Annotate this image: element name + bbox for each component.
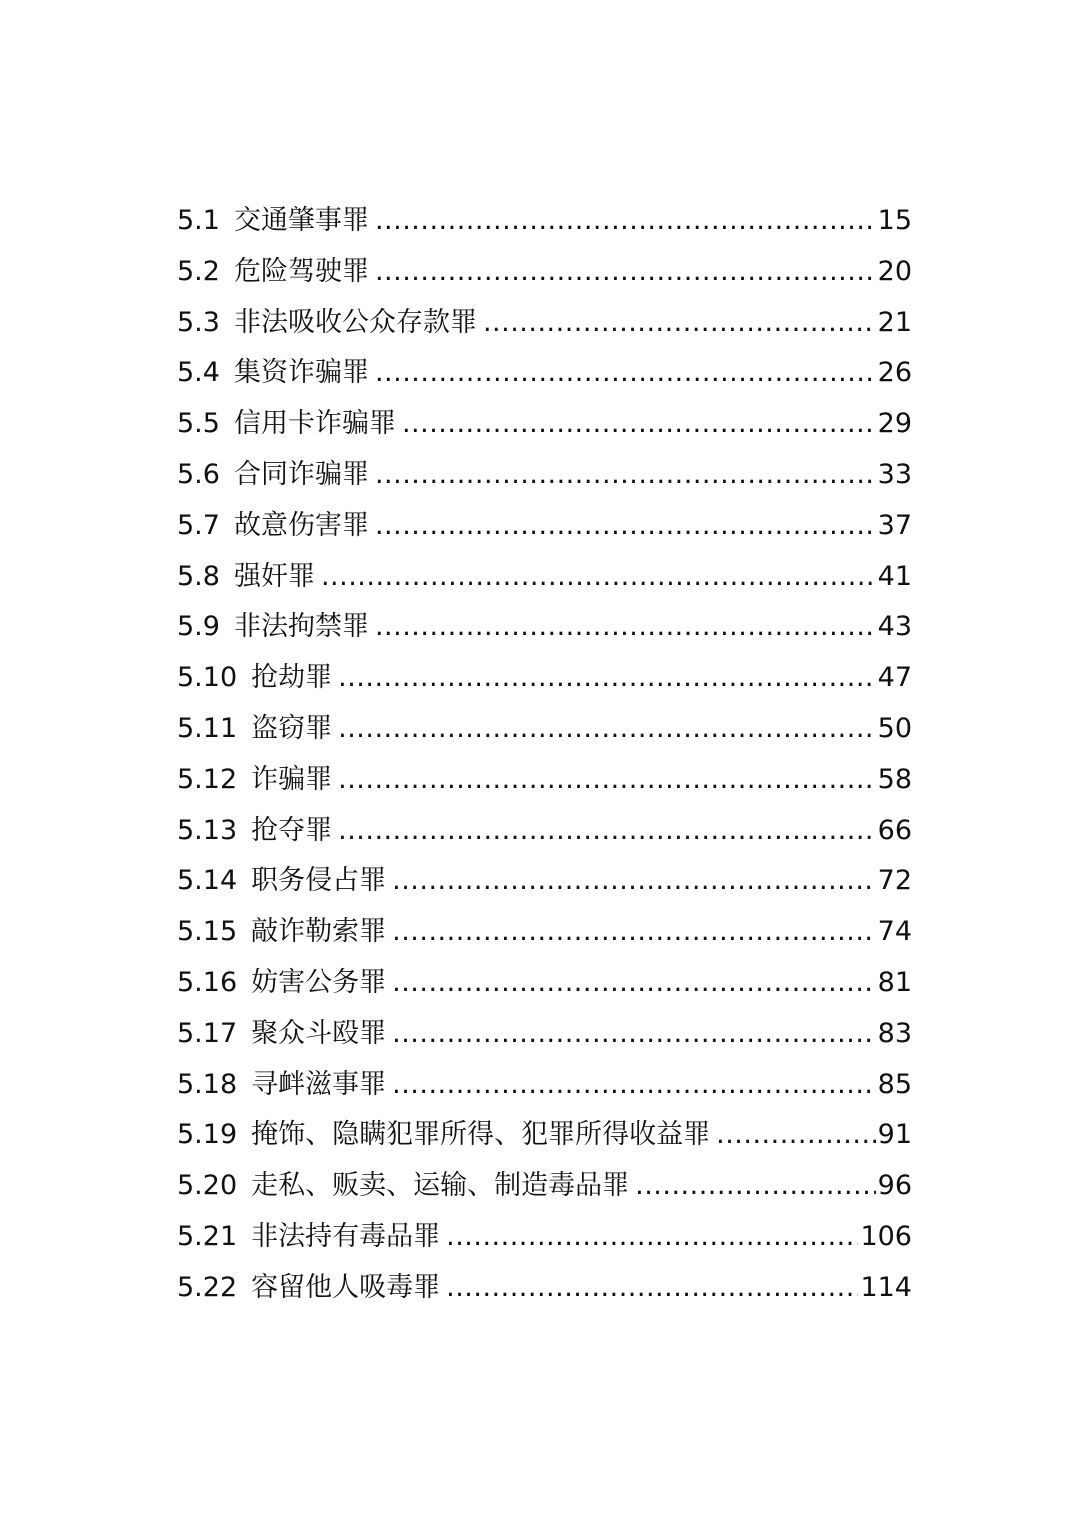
dot-leader bbox=[392, 907, 876, 958]
entry-page-number: 21 bbox=[877, 306, 912, 338]
dot-leader bbox=[446, 1263, 858, 1314]
toc-entry[interactable] bbox=[177, 450, 912, 501]
entry-title: 容留他人吸毒罪 bbox=[251, 1271, 441, 1303]
dot-leader bbox=[375, 196, 876, 247]
entry-number: 5.7 bbox=[177, 509, 220, 541]
entry-page-number: 74 bbox=[877, 916, 912, 948]
toc-entry[interactable] bbox=[177, 907, 912, 958]
entry-title: 走私、贩卖、运输、制造毒品罪 bbox=[251, 1170, 630, 1202]
toc-entry[interactable] bbox=[177, 1110, 912, 1161]
entry-number: 5.21 bbox=[177, 1220, 238, 1252]
entry-number: 5.22 bbox=[177, 1271, 238, 1303]
entry-number: 5.2 bbox=[177, 255, 220, 287]
toc-entry[interactable] bbox=[177, 552, 912, 603]
entry-number: 5.16 bbox=[177, 966, 238, 998]
dot-leader bbox=[375, 602, 876, 653]
entry-title: 非法拘禁罪 bbox=[233, 611, 369, 643]
entry-title: 聚众斗殴罪 bbox=[251, 1017, 387, 1049]
entry-title: 盗窃罪 bbox=[251, 712, 333, 744]
dot-leader bbox=[392, 958, 876, 1009]
dot-leader bbox=[375, 501, 876, 552]
toc-entry[interactable] bbox=[177, 501, 912, 552]
toc-entry[interactable] bbox=[177, 1060, 912, 1111]
entry-number: 5.1 bbox=[177, 205, 220, 236]
dot-leader bbox=[392, 1009, 876, 1060]
toc-entry[interactable] bbox=[177, 1161, 912, 1212]
entry-page-number: 47 bbox=[877, 662, 912, 694]
toc-entry[interactable] bbox=[177, 806, 912, 857]
entry-title: 强奸罪 bbox=[233, 560, 315, 592]
toc-entry[interactable] bbox=[177, 247, 912, 298]
entry-page-number: 58 bbox=[877, 763, 912, 795]
entry-title: 抢夺罪 bbox=[251, 814, 333, 846]
toc-entry[interactable] bbox=[177, 856, 912, 907]
entry-page-number: 26 bbox=[877, 357, 912, 389]
entry-number: 5.3 bbox=[177, 306, 220, 338]
entry-title: 合同诈骗罪 bbox=[233, 458, 369, 490]
entry-title: 妨害公务罪 bbox=[251, 966, 387, 998]
toc-entry[interactable] bbox=[177, 1212, 912, 1263]
entry-title: 职务侵占罪 bbox=[251, 865, 387, 897]
dot-leader bbox=[716, 1110, 876, 1161]
entry-page-number: 43 bbox=[877, 611, 912, 643]
entry-number: 5.20 bbox=[177, 1170, 238, 1202]
entry-number: 5.5 bbox=[177, 408, 220, 440]
dot-leader bbox=[338, 806, 876, 857]
dot-leader bbox=[483, 298, 876, 349]
toc-entry[interactable] bbox=[177, 653, 912, 704]
entry-number: 5.6 bbox=[177, 458, 220, 490]
entry-number: 5.19 bbox=[177, 1119, 238, 1151]
entry-page-number: 83 bbox=[877, 1017, 912, 1049]
entry-page-number: 20 bbox=[877, 255, 912, 287]
entry-page-number: 50 bbox=[877, 712, 912, 744]
toc-entry[interactable] bbox=[177, 1009, 912, 1060]
entry-page-number: 114 bbox=[860, 1271, 912, 1303]
table-of-contents bbox=[177, 196, 912, 1314]
entry-page-number: 29 bbox=[877, 408, 912, 440]
dot-leader bbox=[338, 755, 876, 806]
dot-leader bbox=[338, 653, 876, 704]
entry-title: 掩饰、隐瞒犯罪所得、犯罪所得收益罪 bbox=[251, 1119, 711, 1151]
entry-title: 信用卡诈骗罪 bbox=[233, 408, 396, 440]
entry-title: 危险驾驶罪 bbox=[233, 255, 369, 287]
dot-leader bbox=[392, 1060, 876, 1111]
entry-title: 非法持有毒品罪 bbox=[251, 1220, 441, 1252]
entry-page-number: 37 bbox=[877, 509, 912, 541]
dot-leader bbox=[392, 856, 876, 907]
entry-title: 集资诈骗罪 bbox=[233, 357, 369, 389]
toc-entry[interactable] bbox=[177, 399, 912, 450]
entry-number: 5.13 bbox=[177, 814, 238, 846]
entry-page-number: 15 bbox=[877, 205, 912, 236]
entry-title: 敲诈勒索罪 bbox=[251, 916, 387, 948]
toc-entry[interactable] bbox=[177, 958, 912, 1009]
entry-number: 5.4 bbox=[177, 357, 220, 389]
entry-title: 故意伤害罪 bbox=[233, 509, 369, 541]
dot-leader bbox=[338, 704, 876, 755]
dot-leader bbox=[375, 450, 876, 501]
entry-number: 5.12 bbox=[177, 763, 238, 795]
toc-entry[interactable] bbox=[177, 704, 912, 755]
entry-title: 抢劫罪 bbox=[251, 662, 333, 694]
entry-number: 5.8 bbox=[177, 560, 220, 592]
entry-page-number: 85 bbox=[877, 1068, 912, 1100]
toc-entry[interactable] bbox=[177, 1263, 912, 1314]
entry-number: 5.15 bbox=[177, 916, 238, 948]
entry-title: 交通肇事罪 bbox=[233, 205, 369, 236]
entry-page-number: 41 bbox=[877, 560, 912, 592]
toc-entry[interactable] bbox=[177, 602, 912, 653]
entry-number: 5.18 bbox=[177, 1068, 238, 1100]
dot-leader bbox=[635, 1161, 876, 1212]
entry-page-number: 81 bbox=[877, 966, 912, 998]
dot-leader bbox=[375, 348, 876, 399]
toc-entry[interactable] bbox=[177, 348, 912, 399]
toc-entry[interactable] bbox=[177, 196, 912, 247]
entry-page-number: 91 bbox=[877, 1119, 912, 1151]
toc-entry[interactable] bbox=[177, 755, 912, 806]
dot-leader bbox=[402, 399, 876, 450]
entry-page-number: 106 bbox=[860, 1220, 912, 1252]
entry-number: 5.14 bbox=[177, 865, 238, 897]
entry-title: 诈骗罪 bbox=[251, 763, 333, 795]
entry-number: 5.10 bbox=[177, 662, 238, 694]
entry-title: 寻衅滋事罪 bbox=[251, 1068, 387, 1100]
dot-leader bbox=[446, 1212, 858, 1263]
dot-leader bbox=[321, 552, 876, 603]
entry-page-number: 33 bbox=[877, 458, 912, 490]
toc-entry[interactable] bbox=[177, 298, 912, 349]
entry-page-number: 96 bbox=[877, 1170, 912, 1202]
entry-number: 5.11 bbox=[177, 712, 238, 744]
entry-page-number: 72 bbox=[877, 865, 912, 897]
entry-title: 非法吸收公众存款罪 bbox=[233, 306, 477, 338]
entry-number: 5.9 bbox=[177, 611, 220, 643]
dot-leader bbox=[375, 247, 876, 298]
entry-number: 5.17 bbox=[177, 1017, 238, 1049]
entry-page-number: 66 bbox=[877, 814, 912, 846]
